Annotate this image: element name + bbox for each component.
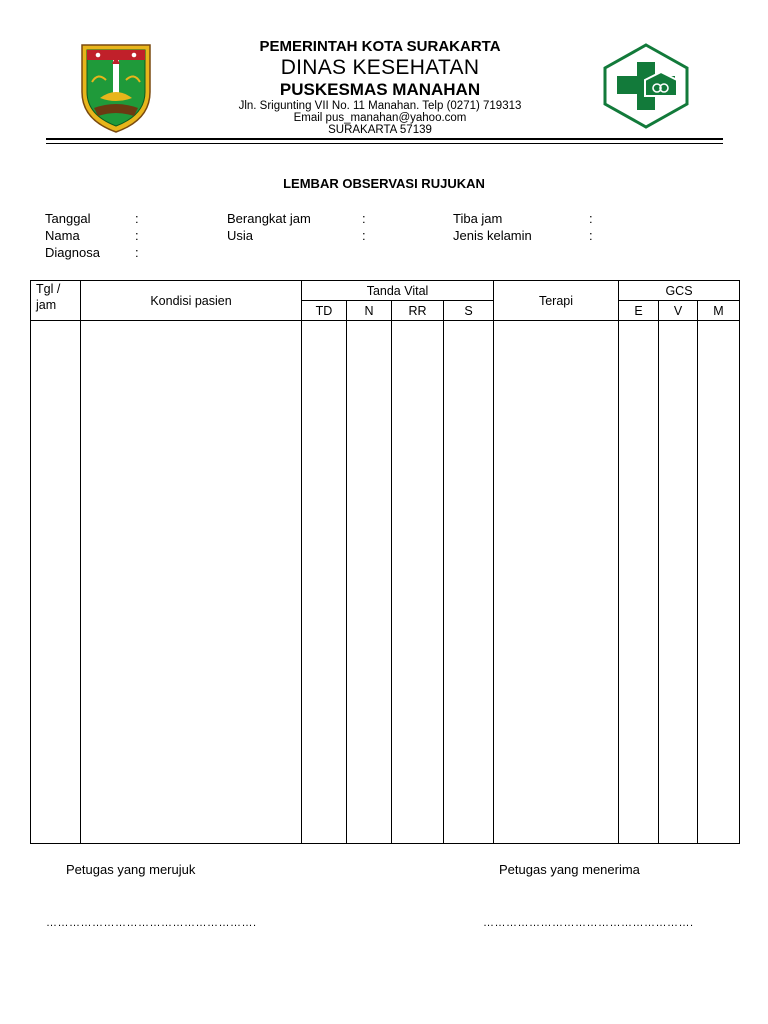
col-header-tgl-text: Tgl /	[36, 282, 61, 296]
col-header-tanda-vital: Tanda Vital	[302, 281, 494, 301]
cell-n[interactable]	[347, 321, 392, 844]
signature-right-line[interactable]: ……………………………………………….	[483, 917, 694, 929]
cell-s[interactable]	[444, 321, 494, 844]
col-header-n: N	[347, 301, 392, 321]
col-header-tgl-jam	[31, 281, 81, 321]
observation-table	[30, 280, 740, 844]
header-rule-thick	[46, 138, 723, 140]
col-header-s: S	[444, 301, 494, 321]
cell-tgl-jam[interactable]	[31, 321, 81, 844]
field-colon: :	[589, 211, 593, 226]
puskesmas-logo-icon	[601, 42, 691, 130]
field-colon: :	[362, 228, 366, 243]
field-jenis-kelamin-label: Jenis kelamin	[453, 228, 532, 243]
field-tanggal-label: Tanggal	[45, 211, 91, 226]
header-puskesmas: PUSKESMAS MANAHAN	[279, 80, 481, 99]
field-usia-label: Usia	[227, 228, 254, 243]
header-government: PEMERINTAH KOTA SURAKARTA	[259, 38, 501, 55]
field-colon: :	[135, 245, 139, 260]
header-city: SURAKARTA 57139	[328, 124, 432, 136]
col-header-terapi: Terapi	[494, 281, 619, 321]
field-colon: :	[589, 228, 593, 243]
surakarta-seal-icon	[78, 42, 154, 134]
field-colon: :	[362, 211, 366, 226]
col-header-rr: RR	[392, 301, 444, 321]
table-row	[31, 321, 740, 844]
form-title: LEMBAR OBSERVASI RUJUKAN	[283, 176, 485, 191]
cell-v[interactable]	[659, 321, 698, 844]
header-department: DINAS KESEHATAN	[280, 56, 480, 79]
field-colon: :	[135, 228, 139, 243]
cell-kondisi[interactable]	[81, 321, 302, 844]
field-berangkat-label: Berangkat jam	[227, 211, 311, 226]
cell-rr[interactable]	[392, 321, 444, 844]
cell-e[interactable]	[619, 321, 659, 844]
header-rule-thin	[46, 143, 723, 144]
col-header-e: E	[619, 301, 659, 321]
field-diagnosa-label: Diagnosa	[45, 245, 100, 260]
signature-right-label: Petugas yang menerima	[499, 862, 640, 877]
header-email: Email pus_manahan@yahoo.com	[293, 112, 467, 124]
field-nama-label: Nama	[45, 228, 80, 243]
header-address: Jln. Srigunting VII No. 11 Manahan. Telp (0271) 719313	[238, 100, 522, 112]
col-header-kondisi: Kondisi pasien	[81, 281, 302, 321]
cell-m[interactable]	[698, 321, 740, 844]
signature-left-line[interactable]: ……………………………………………….	[46, 917, 257, 929]
signature-left-label: Petugas yang merujuk	[66, 862, 196, 877]
col-header-td: TD	[302, 301, 347, 321]
field-colon: :	[135, 211, 139, 226]
cell-td[interactable]	[302, 321, 347, 844]
col-header-m: M	[698, 301, 740, 321]
field-tiba-label: Tiba jam	[453, 211, 503, 226]
col-header-v: V	[659, 301, 698, 321]
cell-terapi[interactable]	[494, 321, 619, 844]
col-header-gcs: GCS	[619, 281, 740, 301]
col-header-jam-text: jam	[36, 298, 57, 312]
